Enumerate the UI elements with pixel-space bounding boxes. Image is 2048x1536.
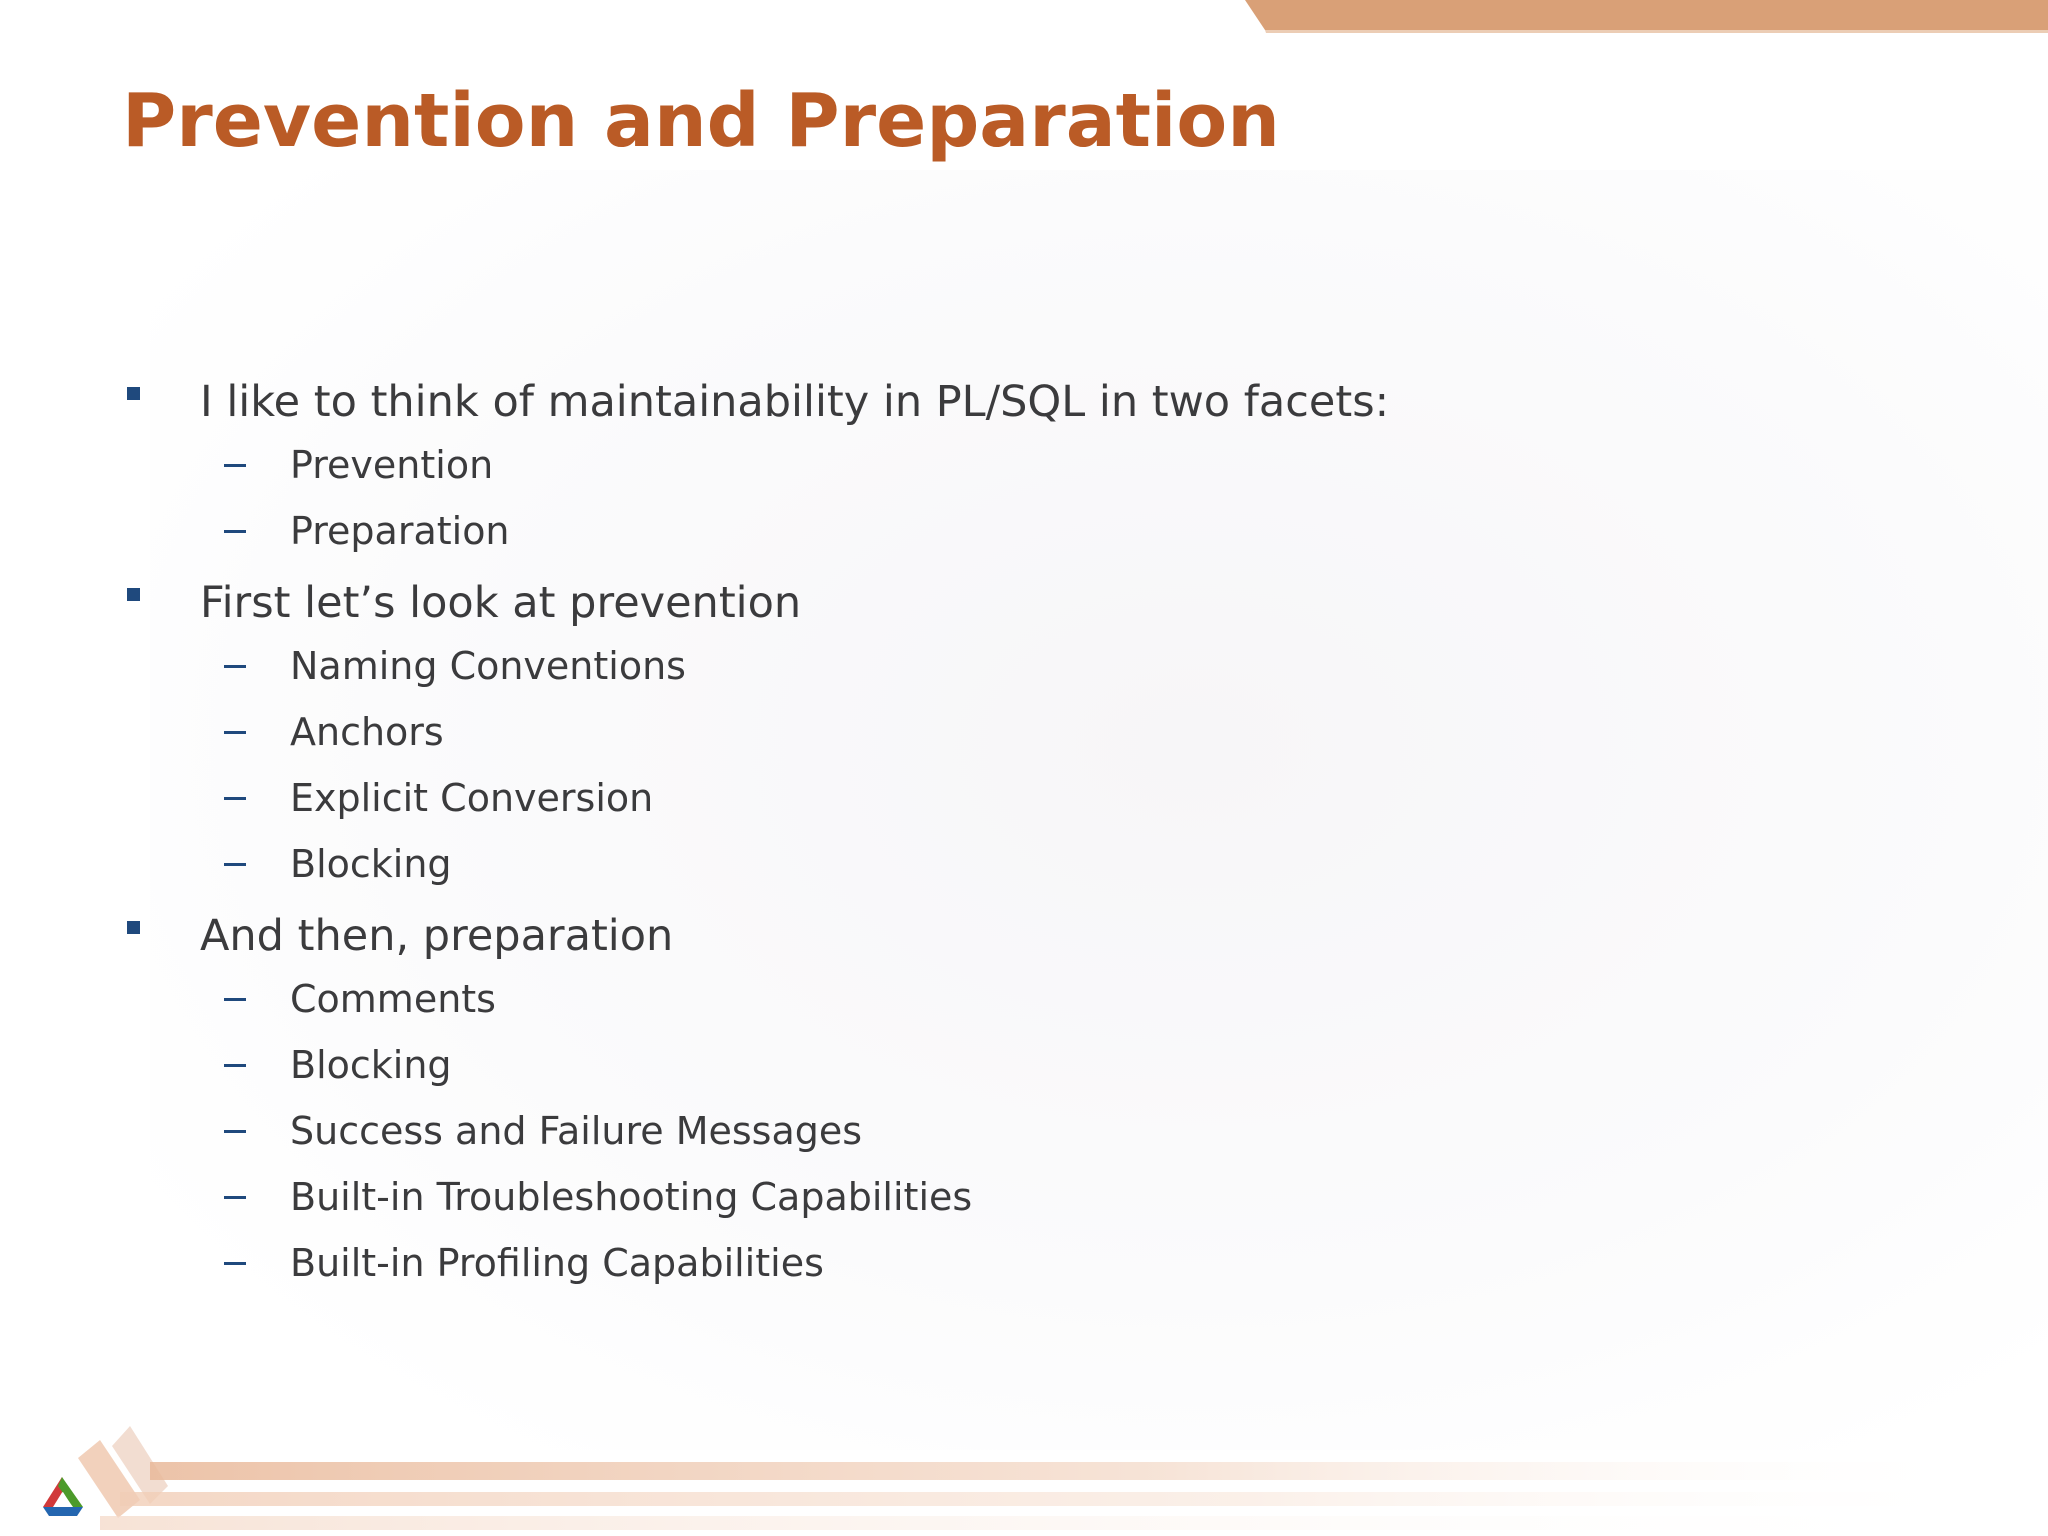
dash-bullet-icon: [224, 998, 246, 1001]
dash-bullet-icon: [224, 863, 246, 866]
dash-bullet-icon: [224, 530, 246, 533]
sub-bullet-text: Built-in Troubleshooting Capabilities: [290, 1175, 973, 1219]
sub-bullet-text: Built-in Profiling Capabilities: [290, 1241, 824, 1285]
dash-bullet-icon: [224, 1064, 246, 1067]
slide-title: Prevention and Preparation: [122, 78, 1280, 164]
sub-bullet-text: Explicit Conversion: [290, 776, 654, 820]
sub-bullet-text: Anchors: [290, 710, 444, 754]
sub-bullet-text: Prevention: [290, 443, 494, 487]
dash-bullet-icon: [224, 1196, 246, 1199]
sub-bullet-text: Naming Conventions: [290, 644, 686, 688]
dash-bullet-icon: [224, 1262, 246, 1265]
triangle-logo-icon: [43, 1477, 83, 1516]
bullet-text: And then, preparation: [200, 911, 674, 961]
dash-bullet-icon: [224, 731, 246, 734]
bullet-text: First let’s look at prevention: [200, 578, 802, 628]
bullet-square-icon: [127, 588, 140, 601]
dash-bullet-icon: [224, 665, 246, 668]
dash-bullet-icon: [224, 1130, 246, 1133]
dash-bullet-icon: [224, 797, 246, 800]
bullet-text: I like to think of maintainability in PL/SQL in two facets:: [200, 377, 1390, 427]
sub-bullet-text: Blocking: [290, 1043, 452, 1087]
sub-bullet-text: Comments: [290, 977, 496, 1021]
footer-decoration: [0, 1400, 2048, 1536]
sub-bullet-text: Preparation: [290, 509, 510, 553]
dash-bullet-icon: [224, 464, 246, 467]
bullet-square-icon: [127, 387, 140, 400]
sub-bullet-text: Success and Failure Messages: [290, 1109, 863, 1153]
sub-bullet-text: Blocking: [290, 842, 452, 886]
bullet-square-icon: [127, 921, 140, 934]
